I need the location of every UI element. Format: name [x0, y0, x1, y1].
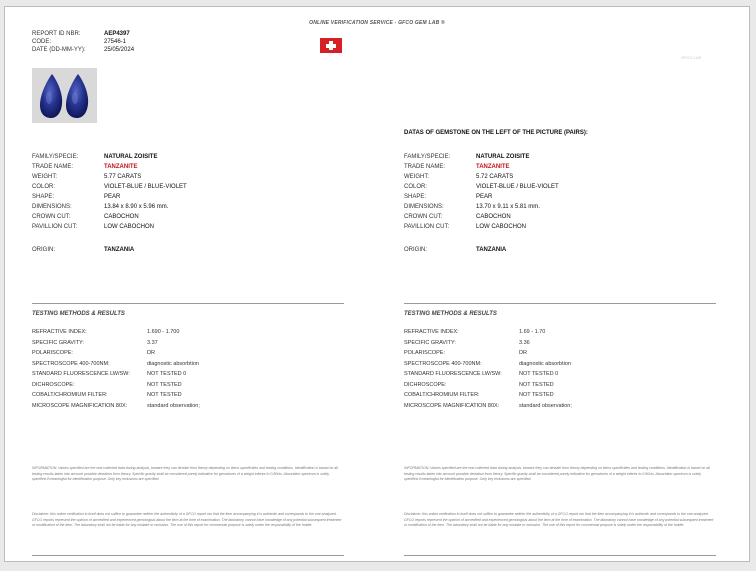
detail-value: 13.84 x 8.90 x 5.96 mm. [104, 204, 169, 210]
detail-value: 5.77 CARATS [104, 174, 142, 180]
left-testing-title: TESTING METHODS & RESULTS [32, 311, 125, 317]
date-value: 25/05/2024 [104, 47, 135, 53]
divider [404, 303, 716, 304]
detail-value: PEAR [104, 194, 121, 200]
test-value: DR [519, 350, 527, 356]
bottom-divider [404, 555, 716, 556]
detail-label: COLOR: [32, 184, 56, 190]
detail-value: CABOCHON [476, 214, 511, 220]
detail-label: PAVILLION CUT: [404, 224, 450, 230]
trade-name-value: TANZANITE [104, 164, 138, 170]
code-label: CODE: [32, 39, 52, 45]
detail-label: CROWN CUT: [32, 214, 71, 220]
test-value: diagnostic absorbtion [519, 360, 571, 367]
test-label: DICHROSCOPE: [32, 381, 75, 388]
detail-label: FAMILY/SPECIE: [32, 154, 79, 160]
test-value: NOT TESTED 0 [147, 371, 187, 377]
test-label: STANDARD FLUORESCENCE LW/SW: [404, 371, 502, 377]
report-id-label: REPORT ID NBR: [32, 31, 81, 37]
test-label: MICROSCOPE MAGNIFICATION 80X: [404, 402, 500, 409]
test-value: NOT TESTED 0 [519, 371, 559, 377]
test-value: standard observation; [147, 402, 200, 409]
test-label: REFRACTIVE INDEX: [32, 329, 87, 335]
watermark: GFCO LAB [681, 55, 702, 60]
page-header: ONLINE VERIFICATION SERVICE - GFCO GEM LAB ® [309, 20, 445, 26]
detail-value: NATURAL ZOISITE [104, 154, 158, 160]
test-value: DR [147, 350, 155, 356]
right-tests [404, 327, 572, 411]
left-information-note: INFORMATION: Values specified are the real collected data during analysis, beware they can deviate from theory depending on items specificities and testing conditions. Identification is based on all testing results taken into account possible deviation from theory. Specific gravity shall be considered purely indicative for gemstones of a weight inferior to 0.80cts. Absorbtion spectrum is solely specified if meaningful for identification purpose. Only key inclusions are specified. [32, 466, 338, 481]
detail-label: DIMENSIONS: [404, 204, 444, 210]
test-label: SPECIFIC GRAVITY: [404, 339, 456, 346]
code-value: 27546-1 [104, 39, 127, 45]
test-label: SPECTROSCOPE 400-700NM: [32, 360, 110, 367]
detail-value: VIOLET-BLUE / BLUE-VIOLET [104, 184, 187, 190]
test-value: standard observation; [519, 402, 572, 409]
left-details [32, 152, 187, 255]
report-meta [32, 30, 134, 54]
origin-value: TANZANIA [476, 247, 507, 253]
report-id-value: AEP4397 [104, 31, 130, 37]
detail-label: PAVILLION CUT: [32, 224, 78, 230]
test-label: POLARISCOPE: [404, 350, 445, 356]
detail-value: CABOCHON [104, 214, 139, 220]
right-testing-title: TESTING METHODS & RESULTS [404, 311, 497, 317]
detail-label: WEIGHT: [32, 174, 57, 180]
detail-label: FAMILY/SPECIE: [404, 154, 451, 160]
test-value: NOT TESTED [519, 381, 554, 388]
pairs-title: DATAS OF GEMSTONE ON THE LEFT OF THE PICTURE (PAIRS): [404, 130, 588, 136]
test-value: 1.690 - 1.700 [147, 329, 180, 335]
report-page [4, 6, 750, 562]
test-value: NOT TESTED [519, 392, 554, 398]
detail-label: WEIGHT: [404, 174, 429, 180]
detail-label: CROWN CUT: [404, 214, 443, 220]
date-label: DATE (DD-MM-YY): [32, 47, 86, 53]
test-label: COBALT/CHROMIUM FILTER: [32, 392, 108, 398]
test-label: COBALT/CHROMIUM FILTER: [404, 392, 480, 398]
detail-label: SHAPE: [404, 194, 427, 200]
detail-value: LOW CABOCHON [104, 224, 155, 230]
detail-label: SHAPE: [32, 194, 55, 200]
swiss-flag-icon [320, 38, 342, 53]
test-value: NOT TESTED [147, 392, 182, 398]
test-label: DICHROSCOPE: [404, 381, 447, 388]
gemstone-photo [32, 68, 97, 123]
left-disclaimer: Disclaimer: this online verification in itself does not suffice to guarantee neither the authenticity of a GFCO report nor that the item accompanying it is authentic and corresponds to the one analyzed. GFCO reports represent the opinion of accredited and experienced gemologists about the item at the time of examination. The laboratory cannot have knowledge of any potential subsequent treatment or modification of the item. The laboratory shall not be liable for any mistake or omission. The use of this report for commercial purpose is solely under the responsibility of the holder. [32, 512, 342, 527]
detail-label: DIMENSIONS: [32, 204, 72, 210]
origin-label: ORIGIN: [404, 247, 428, 253]
detail-value: LOW CABOCHON [476, 224, 527, 230]
test-label: REFRACTIVE INDEX: [404, 329, 459, 335]
left-tests [32, 327, 200, 411]
bottom-divider [32, 555, 344, 556]
detail-value: 5.72 CARATS [476, 174, 514, 180]
test-label: STANDARD FLUORESCENCE LW/SW: [32, 371, 130, 377]
right-disclaimer: Disclaimer: this online verification in itself does not suffice to guarantee neither the authenticity of a GFCO report nor that the item accompanying it is authentic and corresponds to the one analyzed. GFCO reports represent the opinion of accredited and experienced gemologists about the item at the time of examination. The laboratory cannot have knowledge of any potential subsequent treatment or modification of the item. The laboratory shall not be liable for any mistake or omission. The use of this report for commercial purpose is solely under the responsibility of the holder. [404, 512, 714, 527]
detail-label: TRADE NAME: [32, 164, 74, 170]
divider [32, 303, 344, 304]
detail-value: VIOLET-BLUE / BLUE-VIOLET [476, 184, 559, 190]
origin-label: ORIGIN: [32, 247, 56, 253]
right-information-note: INFORMATION: Values specified are the real collected data during analysis, beware they can deviate from theory depending on items specificities and testing conditions. Identification is based on all testing results taken into account possible deviation from theory. Specific gravity shall be considered purely indicative for gemstones of a weight inferior to 0.80cts. Absorbtion spectrum is solely specified if meaningful for identification purpose. Only key inclusions are specified. [404, 466, 710, 481]
test-value: 1.69 - 1.70 [519, 329, 546, 335]
test-value: 3.37 [147, 339, 158, 346]
detail-value: NATURAL ZOISITE [476, 154, 530, 160]
origin-value: TANZANIA [104, 247, 135, 253]
test-label: MICROSCOPE MAGNIFICATION 80X: [32, 402, 128, 409]
detail-label: TRADE NAME: [404, 164, 446, 170]
test-value: 3.36 [519, 339, 530, 346]
test-label: SPECIFIC GRAVITY: [32, 339, 84, 346]
detail-value: 13.70 x 9.11 x 5.81 mm. [476, 204, 540, 210]
test-label: POLARISCOPE: [32, 350, 73, 356]
test-value: NOT TESTED [147, 381, 182, 388]
right-details [404, 152, 559, 255]
test-label: SPECTROSCOPE 400-700NM: [404, 360, 482, 367]
test-value: diagnostic absorbtion [147, 360, 199, 367]
detail-value: PEAR [476, 194, 493, 200]
trade-name-value: TANZANITE [476, 164, 510, 170]
detail-label: COLOR: [404, 184, 428, 190]
